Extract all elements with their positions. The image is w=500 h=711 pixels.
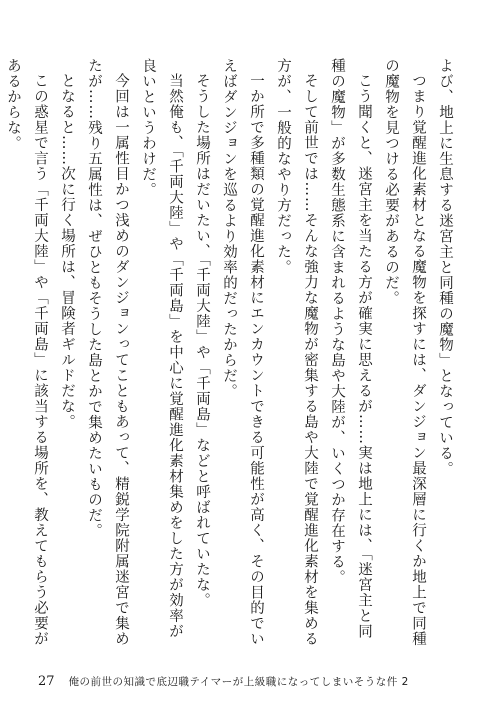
page-number: 27 [38,674,55,689]
paragraph: 当然俺も、「千両大陸」や「千両島」を中心に覚醒進化素材集めをした方が効率が良いというわけだ。 [140,58,183,639]
main-text-column [5,58,458,648]
paragraph: 今回は一属性目かつ浅めのダンジョンってこともあって、精鋭学院附属迷宮で集めたが……残り五属性は、ぜひともそうした島とかで集めたいものだ。 [86,58,129,646]
paragraph: そして前世では……そんな強力な魔物が密集する島や大陸で覚醒進化素材を集める方が、一般的なやり方だった。 [275,58,318,646]
paragraph: 一か所で多種類の覚醒進化素材にエンカウントできる可能性が高く、その目的でいえばダンジョンを巡るより効率的だったからだ。 [221,58,264,646]
paragraph: となると……次に行く場所は、冒険者ギルドだな。 [59,72,75,429]
paragraph: よび、地上に生息する迷宮主と同種の魔物」となっている。 [437,58,453,477]
page-footer [38,674,468,689]
paragraph: つまり覚醒進化素材となる魔物を探すには、ダンジョン最深層に行くか地上で同種の魔物を見つける必要があるのだ。 [383,58,426,646]
paragraph: そうした場所はだいたい、「千両大陸」や「千両島」などと呼ばれていたな。 [194,72,210,608]
paragraph: こう聞くと、迷宮主を当たる方が確実に思えるが……実は地上には、「迷宮主と同種の魔物」が多数生態系に含まれるような島や大陸が、いくつか存在する。 [329,58,372,639]
book-title: 俺の前世の知識で底辺職テイマーが上級職になってしまいそうな件 2 [68,676,409,688]
paragraph: この惑星で言う「千両大陸」や「千両島」に該当する場所を、教えてもらう必要があるからな。 [5,58,48,646]
